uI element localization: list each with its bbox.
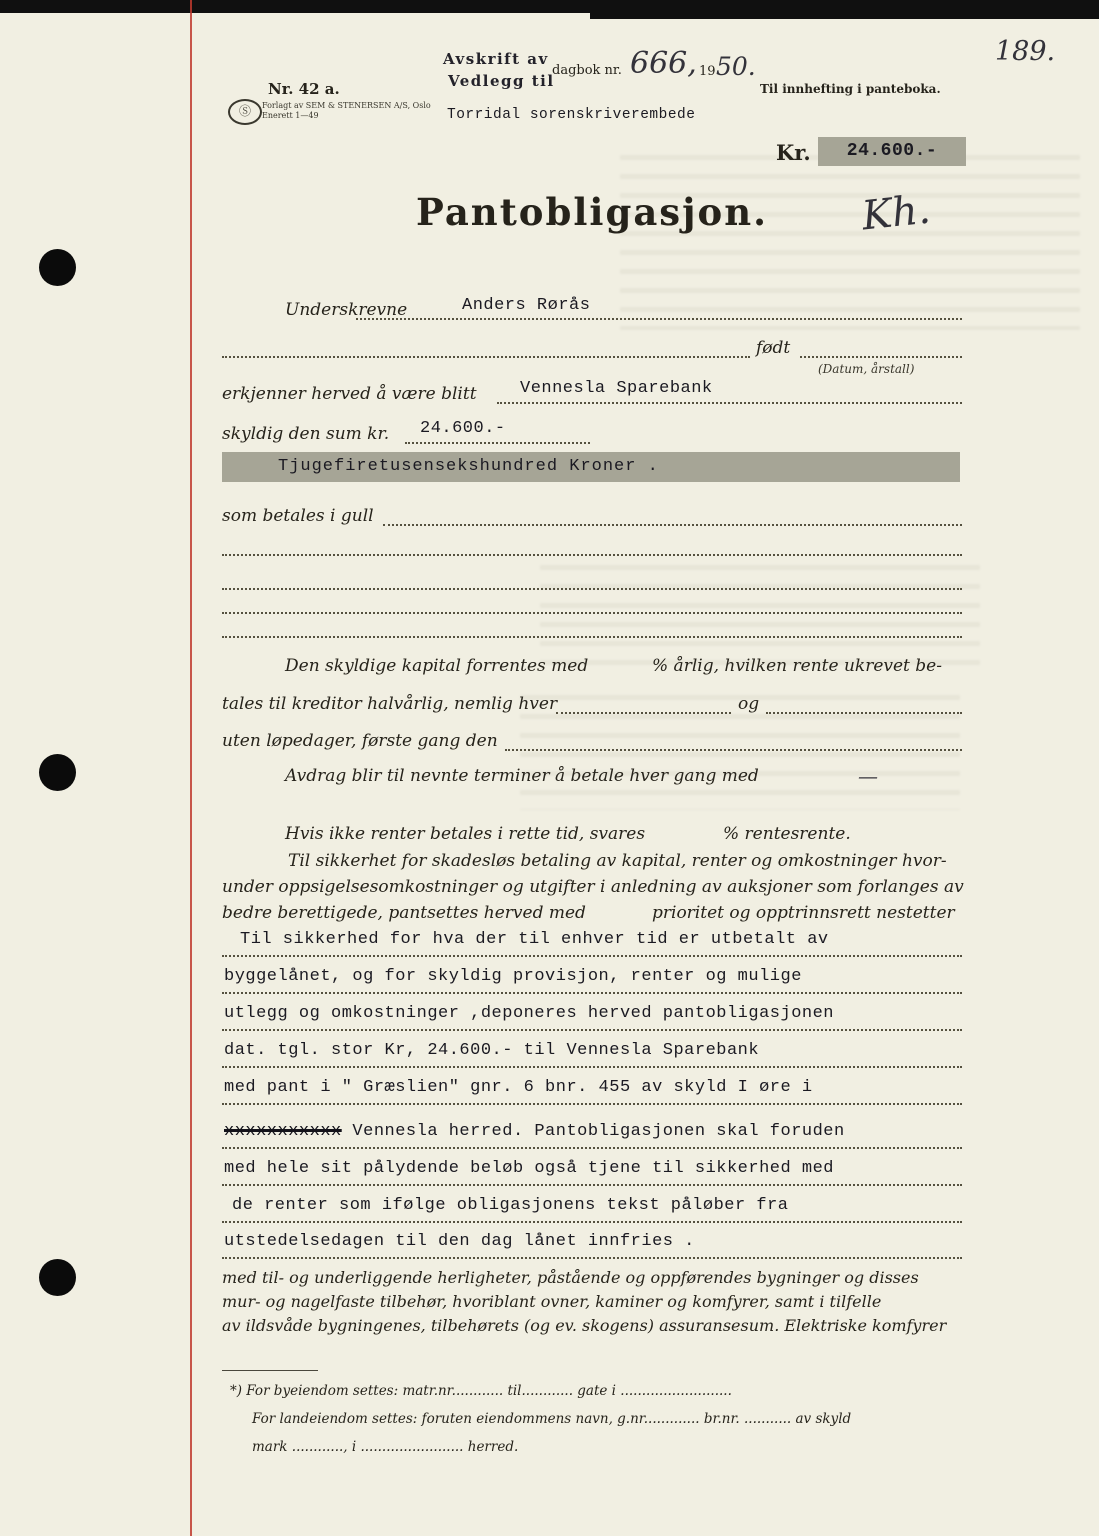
dagbok-label: dagbok nr. xyxy=(552,63,622,78)
ink-bleed-decoration xyxy=(540,560,980,670)
scan-edge-top xyxy=(0,0,1099,13)
stamp-avskrift: Avskrift av xyxy=(443,50,549,68)
terms-line5b: % rentesrente. xyxy=(723,824,851,844)
terms-line6: Til sikkerhet for skadesløs betaling av kapital, renter og omkostninger hvor- xyxy=(288,851,947,871)
terms-line2a: tales til kreditor halvårlig, nemlig hver xyxy=(222,694,558,714)
terms-line1b: % årlig, hvilken rente ukrevet be- xyxy=(652,656,942,676)
document-title: Pantobligasjon. xyxy=(416,190,768,234)
closing-paragraph-line: av ildsvåde bygningenes, tilbehørets (og ev. skogens) assuransesum. Elektriske komfyrer xyxy=(222,1316,947,1335)
label-skyldig: skyldig den sum kr. xyxy=(222,424,390,444)
year-handwritten: 50. xyxy=(716,52,756,81)
amount-words-highlight xyxy=(222,452,960,482)
label-fodt: født xyxy=(756,338,791,358)
fill-line xyxy=(556,712,731,714)
typed-line: Til sikkerhed for hva der til enhver tid er utbetalt av xyxy=(240,930,829,949)
office-name: Torridal sorenskriverembede xyxy=(447,107,696,123)
fill-line xyxy=(222,955,962,957)
stamp-vedlegg: Vedlegg til xyxy=(448,72,555,90)
terms-line4: Avdrag blir til nevnte terminer å betale hver gang med xyxy=(285,766,759,786)
fill-line xyxy=(222,1066,962,1068)
amount-in-words: Tjugefiretusensekshundred Kroner . xyxy=(278,457,659,476)
punch-hole xyxy=(39,1259,76,1296)
page-number: 189. xyxy=(995,36,1056,67)
currency-label: Kr. xyxy=(776,140,811,165)
footnote-rule xyxy=(222,1370,318,1371)
creditor-name: Vennesla Sparebank xyxy=(520,379,713,398)
typed-line: utlegg og omkostninger ,deponeres herved pantobligasjonen xyxy=(224,1004,834,1023)
amount-highlight xyxy=(818,137,966,166)
fill-line xyxy=(222,588,962,590)
typed-line: de renter som ifølge obligasjonens tekst påløber fra xyxy=(232,1196,789,1215)
red-margin-line xyxy=(190,0,192,1536)
typed-line: med pant i " Græslien" gnr. 6 bnr. 455 av skyld I øre i xyxy=(224,1078,813,1097)
fill-line xyxy=(222,1147,962,1149)
terms-line2b: og xyxy=(738,694,760,714)
label-betales: som betales i gull xyxy=(222,506,374,526)
footnote-line: mark ............, i ........................ herred. xyxy=(252,1439,519,1455)
scan-edge-top-right xyxy=(590,13,1099,19)
debtor-name: Anders Rørås xyxy=(462,296,591,315)
fill-line xyxy=(222,554,962,556)
binding-note: Til innhefting i panteboka. xyxy=(760,82,941,96)
fill-line xyxy=(800,356,962,358)
fill-line xyxy=(222,636,962,638)
struck-out-text: xxxxxxxxxxx xyxy=(224,1122,342,1141)
ink-bleed-decoration xyxy=(620,150,1080,330)
footnote-line: *) For byeiendom settes: matr.nr............ til............ gate i .......................... xyxy=(230,1383,732,1399)
punch-hole xyxy=(39,249,76,286)
fill-line xyxy=(222,992,962,994)
year-printed: 19 xyxy=(699,64,716,79)
fill-line xyxy=(222,1257,962,1259)
typed-line: dat. tgl. stor Kr, 24.600.- til Vennesla Sparebank xyxy=(224,1041,760,1060)
fill-line xyxy=(505,749,962,751)
terms-line7: under oppsigelsesomkostninger og utgifter i anledning av auksjoner som forlanges av xyxy=(222,877,964,897)
terms-line5a: Hvis ikke renter betales i rette tid, svares xyxy=(285,824,646,844)
fill-line xyxy=(222,356,750,358)
avdrag-dash: — xyxy=(858,764,878,788)
typed-line: utstedelsedagen til den dag lånet innfries . xyxy=(224,1232,695,1251)
publisher-line: Forlagt av SEM & STENERSEN A/S, Oslo xyxy=(262,101,431,110)
fill-line xyxy=(356,318,962,320)
fill-line xyxy=(766,712,962,714)
closing-paragraph-line: med til- og underliggende herligheter, påstående og oppførendes bygninger og disses xyxy=(222,1268,919,1287)
punch-hole xyxy=(39,754,76,791)
form-number: Nr. 42 a. xyxy=(268,80,340,98)
closing-paragraph-line: mur- og nagelfaste tilbehør, hvoriblant ovner, kaminer og komfyrer, samt i tilfelle xyxy=(222,1292,882,1311)
footnote-line: For landeiendom settes: foruten eiendommens navn, g.nr............. br.nr. ........... av skyld xyxy=(252,1411,852,1427)
amount-value: 24.600.- xyxy=(846,141,938,161)
publisher-enerett: Enerett 1—49 xyxy=(262,111,319,120)
publisher-logo-icon: Ⓢ xyxy=(228,99,262,125)
label-erkjenner: erkjenner herved å være blitt xyxy=(222,384,477,404)
datum-note: (Datum, årstall) xyxy=(818,362,915,376)
typed-line-text: Vennesla herred. Pantobligasjonen skal foruden xyxy=(341,1122,845,1141)
fill-line xyxy=(383,524,962,526)
terms-line1a: Den skyldige kapital forrentes med xyxy=(285,656,589,676)
fill-line xyxy=(222,612,962,614)
typed-line xyxy=(224,1122,845,1141)
label-underskrevne: Underskrevne xyxy=(285,300,408,320)
clerk-initials: Kh. xyxy=(859,186,933,240)
terms-line3: uten løpedager, første gang den xyxy=(222,731,498,751)
fill-line xyxy=(222,1221,962,1223)
fill-line xyxy=(222,1029,962,1031)
dagbok-number: 666, xyxy=(630,46,697,81)
terms-line8b: prioritet og opptrinnsrett nestetter xyxy=(652,903,955,923)
terms-line8a: bedre berettigede, pantsettes herved med xyxy=(222,903,586,923)
fill-line xyxy=(222,1103,962,1105)
fill-line xyxy=(222,1184,962,1186)
fill-line xyxy=(405,442,590,444)
typed-line: med hele sit pålydende beløb også tjene til sikkerhed med xyxy=(224,1159,834,1178)
typed-line: byggelånet, og for skyldig provisjon, renter og mulige xyxy=(224,967,802,986)
debt-amount: 24.600.- xyxy=(420,419,506,438)
fill-line xyxy=(497,402,962,404)
